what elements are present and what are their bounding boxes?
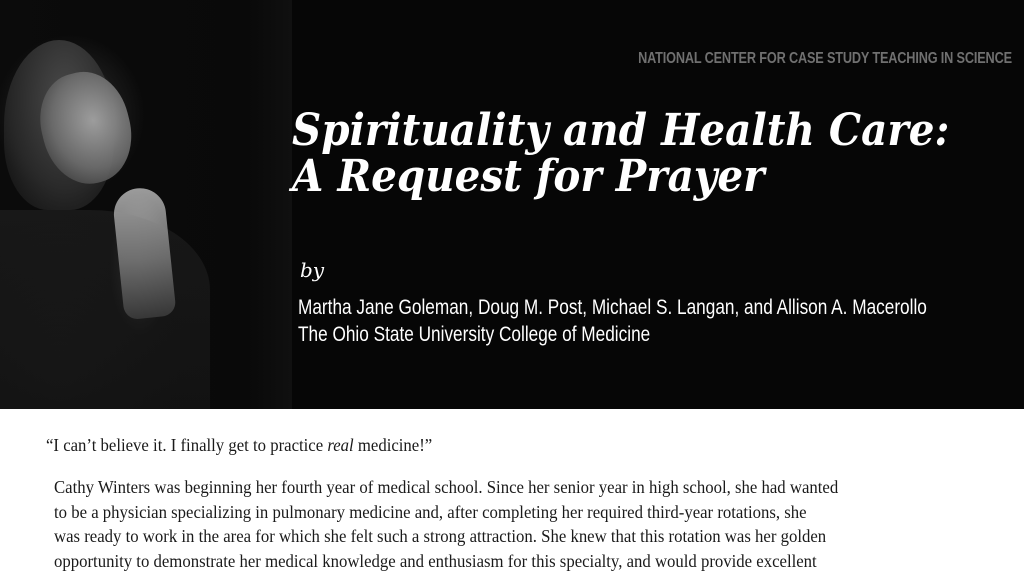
paragraph-line: was ready to work in the area for which she felt such a strong attraction. She knew that this rotation was her golden	[54, 526, 827, 546]
author-affiliation: The Ohio State University College of Medicine	[298, 323, 651, 346]
paragraph-line: Cathy Winters was beginning her fourth year of medical school. Since her senior year in high school, she had wanted	[54, 477, 839, 497]
author-names: Martha Jane Goleman, Doug M. Post, Michael S. Langan, and Allison A. Macerollo	[298, 296, 927, 319]
case-title	[292, 105, 1007, 202]
praying-woman-photo	[0, 0, 292, 409]
opening-quote	[46, 435, 432, 456]
case-title-line-2: A Request for Prayer	[292, 151, 765, 202]
by-label: by	[300, 258, 325, 282]
organization-name: NATIONAL CENTER FOR CASE STUDY TEACHING IN SCIENCE	[638, 50, 1012, 67]
photo-body-shape	[0, 210, 210, 409]
authors-block	[298, 294, 1024, 348]
paragraph-line: to be a physician specializing in pulmonary medicine and, after completing her required third-year rotations, she	[54, 501, 807, 522]
case-title-line-1: Spirituality and Health Care:	[292, 105, 950, 156]
quote-emphasis: real	[327, 435, 354, 455]
quote-text-after: medicine!”	[353, 435, 433, 455]
case-body	[0, 409, 1024, 576]
paragraph-line: opportunity to demonstrate her medical knowledge and enthusiasm for this specialty, and would provide excellent	[54, 550, 817, 571]
intro-paragraph	[54, 475, 897, 573]
quote-text-before: “I can’t believe it. I finally get to practice	[46, 435, 328, 455]
